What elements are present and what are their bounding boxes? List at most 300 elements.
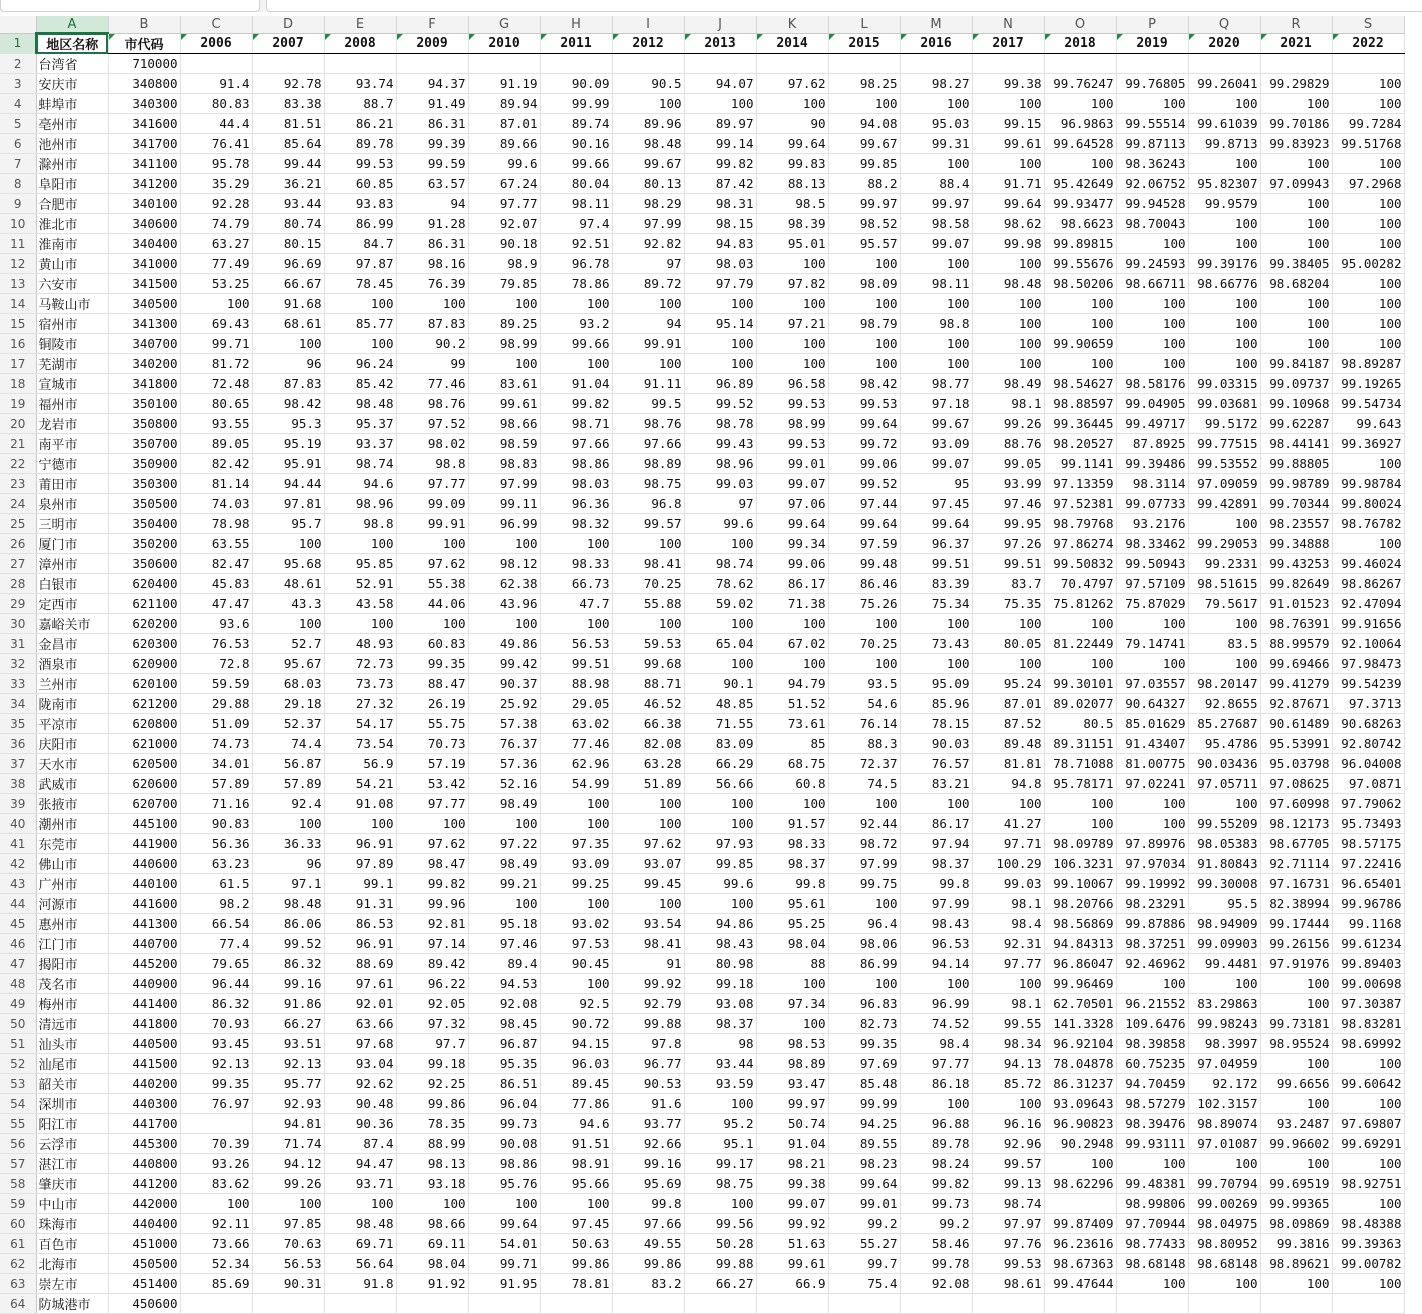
value-cell[interactable]: 95.1 (684, 1134, 756, 1154)
value-cell[interactable]: 68.61 (252, 314, 324, 334)
value-cell[interactable]: 94.6 (324, 474, 396, 494)
value-cell[interactable]: 97.09943 (1260, 174, 1332, 194)
value-cell[interactable] (900, 1294, 972, 1314)
value-cell[interactable]: 78.81 (540, 1274, 612, 1294)
value-cell[interactable]: 100 (684, 1094, 756, 1114)
value-cell[interactable]: 99.82 (684, 154, 756, 174)
value-cell[interactable]: 97.22 (468, 834, 540, 854)
value-cell[interactable]: 98.32 (540, 514, 612, 534)
value-cell[interactable]: 86.53 (324, 914, 396, 934)
value-cell[interactable]: 100 (1116, 354, 1188, 374)
value-cell[interactable]: 99.54734 (1332, 394, 1404, 414)
city-code-cell[interactable]: 341700 (108, 134, 180, 154)
value-cell[interactable]: 48.61 (252, 574, 324, 594)
value-cell[interactable]: 99.47644 (1044, 1274, 1116, 1294)
value-cell[interactable]: 99.3816 (1260, 1234, 1332, 1254)
value-cell[interactable]: 97.77 (972, 954, 1044, 974)
value-cell[interactable]: 99.91 (612, 334, 684, 354)
value-cell[interactable]: 99.51 (900, 554, 972, 574)
value-cell[interactable]: 73.73 (324, 674, 396, 694)
region-name-cell[interactable]: 台湾省 (36, 54, 108, 74)
value-cell[interactable]: 100 (1044, 654, 1116, 674)
value-cell[interactable]: 98.99 (468, 334, 540, 354)
region-name-cell[interactable]: 亳州市 (36, 114, 108, 134)
value-cell[interactable]: 97.59 (828, 534, 900, 554)
value-cell[interactable]: 98.03 (684, 254, 756, 274)
row-header[interactable]: 62 (0, 1254, 36, 1274)
value-cell[interactable]: 74.5 (828, 774, 900, 794)
value-cell[interactable]: 96.24 (324, 354, 396, 374)
value-cell[interactable]: 99.82 (900, 1174, 972, 1194)
value-cell[interactable]: 99.82649 (1260, 574, 1332, 594)
value-cell[interactable]: 98.37 (900, 854, 972, 874)
value-cell[interactable]: 95.03 (900, 114, 972, 134)
value-cell[interactable]: 97.69 (828, 1054, 900, 1074)
region-name-cell[interactable]: 江门市 (36, 934, 108, 954)
value-cell[interactable]: 98.33462 (1116, 534, 1188, 554)
value-cell[interactable]: 99.52 (828, 474, 900, 494)
value-cell[interactable]: 97.13359 (1044, 474, 1116, 494)
row-header[interactable]: 11 (0, 234, 36, 254)
value-cell[interactable]: 66.54 (180, 914, 252, 934)
value-cell[interactable]: 97 (684, 494, 756, 514)
value-cell[interactable]: 92.66 (612, 1134, 684, 1154)
value-cell[interactable]: 98.1 (972, 394, 1044, 414)
value-cell[interactable]: 95.2 (684, 1114, 756, 1134)
value-cell[interactable]: 60.75235 (1116, 1054, 1188, 1074)
row-header[interactable]: 35 (0, 714, 36, 734)
value-cell[interactable]: 63.27 (180, 234, 252, 254)
value-cell[interactable]: 94.81 (252, 1114, 324, 1134)
value-cell[interactable]: 79.85 (468, 274, 540, 294)
value-cell[interactable]: 99.10968 (1260, 394, 1332, 414)
value-cell[interactable]: 99.85 (684, 854, 756, 874)
value-cell[interactable]: 75.35 (972, 594, 1044, 614)
value-cell[interactable]: 98.34 (972, 1034, 1044, 1054)
value-cell[interactable]: 93.5 (828, 674, 900, 694)
row-header[interactable]: 50 (0, 1014, 36, 1034)
value-cell[interactable]: 99.64 (756, 134, 828, 154)
value-cell[interactable]: 59.59 (180, 674, 252, 694)
value-cell[interactable]: 99.54239 (1332, 674, 1404, 694)
value-cell[interactable]: 100 (1116, 814, 1188, 834)
value-cell[interactable]: 57.38 (468, 714, 540, 734)
value-cell[interactable]: 100 (1188, 94, 1260, 114)
value-cell[interactable]: 99.96469 (1044, 974, 1116, 994)
value-cell[interactable]: 98.20527 (1044, 434, 1116, 454)
value-cell[interactable]: 96.89 (684, 374, 756, 394)
value-cell[interactable]: 80.04 (540, 174, 612, 194)
value-cell[interactable]: 96.8 (612, 494, 684, 514)
value-cell[interactable]: 76.37 (468, 734, 540, 754)
value-cell[interactable]: 70.63 (252, 1234, 324, 1254)
value-cell[interactable]: 98.58176 (1116, 374, 1188, 394)
value-cell[interactable]: 72.37 (828, 754, 900, 774)
value-cell[interactable]: 99.96 (396, 894, 468, 914)
region-name-cell[interactable]: 百色市 (36, 1234, 108, 1254)
value-cell[interactable]: 100 (1332, 94, 1404, 114)
value-cell[interactable]: 98.25 (828, 74, 900, 94)
value-cell[interactable]: 100 (684, 894, 756, 914)
value-cell[interactable]: 99.00698 (1332, 974, 1404, 994)
value-cell[interactable]: 70.25 (612, 574, 684, 594)
value-cell[interactable]: 99.69519 (1260, 1174, 1332, 1194)
value-cell[interactable]: 60.8 (756, 774, 828, 794)
column-header-k[interactable]: K (756, 16, 828, 33)
value-cell[interactable]: 67.24 (468, 174, 540, 194)
value-cell[interactable]: 94.83 (684, 234, 756, 254)
value-cell[interactable]: 99.61 (972, 134, 1044, 154)
value-cell[interactable]: 90.68263 (1332, 714, 1404, 734)
value-cell[interactable] (756, 1294, 828, 1314)
value-cell[interactable]: 99.48 (828, 554, 900, 574)
region-name-cell[interactable]: 三明市 (36, 514, 108, 534)
value-cell[interactable]: 75.4 (828, 1274, 900, 1294)
value-cell[interactable]: 99.90659 (1044, 334, 1116, 354)
value-cell[interactable] (1188, 1294, 1260, 1314)
value-cell[interactable]: 98.48388 (1332, 1214, 1404, 1234)
value-cell[interactable]: 99.01 (756, 454, 828, 474)
value-cell[interactable]: 90.36 (324, 1114, 396, 1134)
value-cell[interactable]: 100 (972, 254, 1044, 274)
value-cell[interactable]: 99.88 (684, 1254, 756, 1274)
value-cell[interactable]: 89.42 (396, 954, 468, 974)
region-name-cell[interactable]: 天水市 (36, 754, 108, 774)
value-cell[interactable] (1044, 1194, 1116, 1214)
value-cell[interactable]: 100 (1188, 654, 1260, 674)
region-name-cell[interactable]: 南平市 (36, 434, 108, 454)
row-header[interactable]: 16 (0, 334, 36, 354)
value-cell[interactable]: 100 (1332, 1274, 1404, 1294)
value-cell[interactable]: 91.04 (756, 1134, 828, 1154)
region-name-cell[interactable]: 中山市 (36, 1194, 108, 1214)
value-cell[interactable]: 99.07 (900, 454, 972, 474)
value-cell[interactable]: 76.41 (180, 134, 252, 154)
value-cell[interactable]: 96.91 (324, 834, 396, 854)
value-cell[interactable]: 50.74 (756, 1114, 828, 1134)
value-cell[interactable]: 100 (324, 614, 396, 634)
value-cell[interactable]: 85 (756, 734, 828, 754)
value-cell[interactable]: 98.37 (684, 1014, 756, 1034)
value-cell[interactable]: 99.82 (540, 394, 612, 414)
value-cell[interactable]: 96.37 (900, 534, 972, 554)
value-cell[interactable] (828, 1294, 900, 1314)
value-cell[interactable]: 100 (972, 794, 1044, 814)
value-cell[interactable]: 96.03 (540, 1054, 612, 1074)
row-header[interactable]: 58 (0, 1174, 36, 1194)
value-cell[interactable]: 100 (684, 794, 756, 814)
value-cell[interactable]: 98.4 (972, 914, 1044, 934)
value-cell[interactable]: 98.61 (972, 1274, 1044, 1294)
value-cell[interactable]: 62.96 (540, 754, 612, 774)
value-cell[interactable]: 52.37 (252, 714, 324, 734)
value-cell[interactable]: 99.86 (396, 1094, 468, 1114)
value-cell[interactable]: 100 (612, 94, 684, 114)
value-cell[interactable]: 62.38 (468, 574, 540, 594)
value-cell[interactable]: 68.75 (756, 754, 828, 774)
value-cell[interactable]: 98.78 (684, 414, 756, 434)
value-cell[interactable]: 86.31 (396, 234, 468, 254)
value-cell[interactable]: 92.44 (828, 814, 900, 834)
value-cell[interactable]: 100 (1116, 614, 1188, 634)
value-cell[interactable]: 97.89 (324, 854, 396, 874)
value-cell[interactable]: 97.87 (324, 254, 396, 274)
value-cell[interactable]: 88.2 (828, 174, 900, 194)
value-cell[interactable]: 99.97 (756, 1094, 828, 1114)
value-cell[interactable]: 90.53 (612, 1074, 684, 1094)
value-cell[interactable]: 71.16 (180, 794, 252, 814)
value-cell[interactable]: 82.73 (828, 1014, 900, 1034)
value-cell[interactable] (252, 54, 324, 74)
value-cell[interactable]: 98.16 (396, 254, 468, 274)
region-name-cell[interactable]: 深圳市 (36, 1094, 108, 1114)
value-cell[interactable]: 93.54 (612, 914, 684, 934)
value-cell[interactable]: 98.66 (396, 1214, 468, 1234)
value-cell[interactable]: 99.98789 (1260, 474, 1332, 494)
value-cell[interactable]: 99.46024 (1332, 554, 1404, 574)
value-cell[interactable]: 96.91 (324, 934, 396, 954)
region-name-cell[interactable]: 宣城市 (36, 374, 108, 394)
region-name-cell[interactable]: 淮南市 (36, 234, 108, 254)
value-cell[interactable]: 95.00282 (1332, 254, 1404, 274)
value-cell[interactable]: 91 (612, 954, 684, 974)
value-cell[interactable] (252, 1294, 324, 1314)
value-cell[interactable] (396, 1294, 468, 1314)
value-cell[interactable]: 91.8 (324, 1274, 396, 1294)
value-cell[interactable]: 98.03 (540, 474, 612, 494)
value-cell[interactable]: 97.46 (972, 494, 1044, 514)
value-cell[interactable]: 99.39486 (1116, 454, 1188, 474)
value-cell[interactable]: 99.57 (972, 1154, 1044, 1174)
column-title-cell[interactable]: 2014 (756, 33, 828, 54)
value-cell[interactable]: 92.46962 (1116, 954, 1188, 974)
region-name-cell[interactable]: 惠州市 (36, 914, 108, 934)
value-cell[interactable]: 98.94909 (1188, 914, 1260, 934)
value-cell[interactable]: 98.04 (396, 1254, 468, 1274)
value-cell[interactable]: 98.76 (396, 394, 468, 414)
value-cell[interactable]: 98.21 (756, 1154, 828, 1174)
value-cell[interactable]: 94.47 (324, 1154, 396, 1174)
value-cell[interactable]: 99.98784 (1332, 474, 1404, 494)
value-cell[interactable]: 63.66 (324, 1014, 396, 1034)
value-cell[interactable]: 98.70043 (1116, 214, 1188, 234)
value-cell[interactable]: 57.19 (396, 754, 468, 774)
value-cell[interactable]: 94.08 (828, 114, 900, 134)
value-cell[interactable]: 87.01 (972, 694, 1044, 714)
value-cell[interactable]: 96.58 (756, 374, 828, 394)
value-cell[interactable]: 99.29829 (1260, 74, 1332, 94)
value-cell[interactable]: 99.64 (900, 514, 972, 534)
value-cell[interactable]: 98.09869 (1260, 1214, 1332, 1234)
value-cell[interactable]: 99.70344 (1260, 494, 1332, 514)
value-cell[interactable]: 95.78 (180, 154, 252, 174)
value-cell[interactable]: 90.08 (468, 1134, 540, 1154)
column-header-c[interactable]: C (180, 16, 252, 33)
value-cell[interactable]: 99.7 (828, 1254, 900, 1274)
row-header[interactable]: 23 (0, 474, 36, 494)
value-cell[interactable]: 92.79 (612, 994, 684, 1014)
column-header-p[interactable]: P (1116, 16, 1188, 33)
value-cell[interactable]: 62.70501 (1044, 994, 1116, 1014)
value-cell[interactable]: 95.68 (252, 554, 324, 574)
value-cell[interactable]: 102.3157 (1188, 1094, 1260, 1114)
value-cell[interactable]: 36.33 (252, 834, 324, 854)
value-cell[interactable]: 99.38 (972, 74, 1044, 94)
value-cell[interactable]: 56.53 (540, 634, 612, 654)
value-cell[interactable]: 99.25 (540, 874, 612, 894)
value-cell[interactable]: 96.78 (540, 254, 612, 274)
value-cell[interactable]: 46.52 (612, 694, 684, 714)
value-cell[interactable]: 96.69 (252, 254, 324, 274)
value-cell[interactable]: 66.38 (612, 714, 684, 734)
value-cell[interactable]: 77.46 (540, 734, 612, 754)
column-header-l[interactable]: L (828, 16, 900, 33)
value-cell[interactable]: 100 (1116, 794, 1188, 814)
row-header[interactable]: 42 (0, 854, 36, 874)
value-cell[interactable]: 96 (252, 854, 324, 874)
value-cell[interactable]: 85.72 (972, 1074, 1044, 1094)
value-cell[interactable]: 100 (828, 974, 900, 994)
city-code-cell[interactable]: 441300 (108, 914, 180, 934)
value-cell[interactable]: 99.71 (180, 334, 252, 354)
city-code-cell[interactable]: 441600 (108, 894, 180, 914)
city-code-cell[interactable]: 350600 (108, 554, 180, 574)
value-cell[interactable]: 100 (756, 354, 828, 374)
value-cell[interactable]: 65.04 (684, 634, 756, 654)
value-cell[interactable]: 98.59 (468, 434, 540, 454)
value-cell[interactable]: 97.66 (612, 434, 684, 454)
value-cell[interactable] (612, 1294, 684, 1314)
value-cell[interactable]: 90.16 (540, 134, 612, 154)
value-cell[interactable]: 100 (612, 794, 684, 814)
value-cell[interactable]: 93.07 (612, 854, 684, 874)
row-header[interactable]: 36 (0, 734, 36, 754)
city-code-cell[interactable]: 441500 (108, 1054, 180, 1074)
value-cell[interactable]: 87.4 (324, 1134, 396, 1154)
value-cell[interactable]: 99.5 (612, 394, 684, 414)
value-cell[interactable]: 92.51 (540, 234, 612, 254)
value-cell[interactable]: 66.27 (684, 1274, 756, 1294)
value-cell[interactable]: 93.2176 (1116, 514, 1188, 534)
value-cell[interactable]: 88.99579 (1260, 634, 1332, 654)
value-cell[interactable]: 99.53 (828, 394, 900, 414)
value-cell[interactable]: 99.61234 (1332, 934, 1404, 954)
region-name-cell[interactable]: 阳江市 (36, 1114, 108, 1134)
value-cell[interactable]: 63.28 (612, 754, 684, 774)
value-cell[interactable]: 93.09 (900, 434, 972, 454)
value-cell[interactable]: 99.64 (828, 1174, 900, 1194)
value-cell[interactable]: 100 (468, 294, 540, 314)
value-cell[interactable]: 100 (252, 814, 324, 834)
value-cell[interactable]: 82.47 (180, 554, 252, 574)
value-cell[interactable]: 100 (540, 974, 612, 994)
value-cell[interactable]: 89.4 (468, 954, 540, 974)
value-cell[interactable]: 98.79768 (1044, 514, 1116, 534)
value-cell[interactable]: 100 (1260, 94, 1332, 114)
value-cell[interactable]: 99.55676 (1044, 254, 1116, 274)
value-cell[interactable]: 93.44 (252, 194, 324, 214)
row-header[interactable]: 27 (0, 554, 36, 574)
value-cell[interactable]: 100 (900, 94, 972, 114)
value-cell[interactable]: 99.64 (828, 514, 900, 534)
value-cell[interactable]: 98.99 (756, 414, 828, 434)
value-cell[interactable]: 66.29 (684, 754, 756, 774)
value-cell[interactable]: 92.78 (252, 74, 324, 94)
value-cell[interactable]: 100 (900, 354, 972, 374)
value-cell[interactable]: 92.93 (252, 1094, 324, 1114)
value-cell[interactable]: 99.88805 (1260, 454, 1332, 474)
value-cell[interactable]: 89.72 (612, 274, 684, 294)
value-cell[interactable]: 75.81262 (1044, 594, 1116, 614)
value-cell[interactable]: 99.83 (756, 154, 828, 174)
value-cell[interactable]: 100 (1116, 1274, 1188, 1294)
value-cell[interactable] (1044, 54, 1116, 74)
value-cell[interactable]: 100 (1260, 294, 1332, 314)
value-cell[interactable]: 100 (828, 294, 900, 314)
value-cell[interactable]: 99.61039 (1188, 114, 1260, 134)
value-cell[interactable]: 100 (1260, 234, 1332, 254)
value-cell[interactable]: 98.67705 (1260, 834, 1332, 854)
value-cell[interactable]: 91.04 (540, 374, 612, 394)
value-cell[interactable]: 89.48 (972, 734, 1044, 754)
value-cell[interactable]: 97.26 (972, 534, 1044, 554)
city-code-cell[interactable]: 450600 (108, 1294, 180, 1314)
value-cell[interactable]: 98.41 (612, 934, 684, 954)
value-cell[interactable]: 71.55 (684, 714, 756, 734)
value-cell[interactable]: 100 (1044, 814, 1116, 834)
value-cell[interactable]: 87.83 (396, 314, 468, 334)
value-cell[interactable]: 97.03557 (1116, 674, 1188, 694)
value-cell[interactable]: 90.03436 (1188, 754, 1260, 774)
column-header-e[interactable]: E (324, 16, 396, 33)
value-cell[interactable]: 98.41 (612, 554, 684, 574)
value-cell[interactable]: 68.03 (252, 674, 324, 694)
value-cell[interactable]: 97.86274 (1044, 534, 1116, 554)
value-cell[interactable]: 95 (900, 474, 972, 494)
value-cell[interactable]: 100 (828, 94, 900, 114)
value-cell[interactable]: 99.86 (612, 1254, 684, 1274)
region-name-cell[interactable]: 庆阳市 (36, 734, 108, 754)
value-cell[interactable]: 96.21552 (1116, 994, 1188, 1014)
value-cell[interactable]: 86.46 (828, 574, 900, 594)
value-cell[interactable]: 97.77 (396, 794, 468, 814)
value-cell[interactable]: 94.8 (972, 774, 1044, 794)
value-cell[interactable]: 98.74 (684, 554, 756, 574)
value-cell[interactable]: 100 (756, 1014, 828, 1034)
city-code-cell[interactable]: 340400 (108, 234, 180, 254)
value-cell[interactable]: 95.76 (468, 1174, 540, 1194)
value-cell[interactable]: 100 (612, 814, 684, 834)
value-cell[interactable] (1260, 54, 1332, 74)
value-cell[interactable]: 99.35 (828, 1034, 900, 1054)
value-cell[interactable]: 56.87 (252, 754, 324, 774)
value-cell[interactable]: 99.95 (972, 514, 1044, 534)
value-cell[interactable]: 100 (1044, 614, 1116, 634)
value-cell[interactable]: 98.33 (756, 834, 828, 854)
city-code-cell[interactable]: 620600 (108, 774, 180, 794)
value-cell[interactable]: 93.2 (540, 314, 612, 334)
value-cell[interactable] (180, 54, 252, 74)
value-cell[interactable]: 99 (396, 354, 468, 374)
value-cell[interactable]: 84.7 (324, 234, 396, 254)
value-cell[interactable]: 87.83 (252, 374, 324, 394)
value-cell[interactable]: 99.73 (468, 1114, 540, 1134)
value-cell[interactable]: 98.6623 (1044, 214, 1116, 234)
value-cell[interactable]: 99.75 (828, 874, 900, 894)
row-header[interactable]: 25 (0, 514, 36, 534)
value-cell[interactable]: 29.05 (540, 694, 612, 714)
region-name-cell[interactable]: 汕头市 (36, 1034, 108, 1054)
